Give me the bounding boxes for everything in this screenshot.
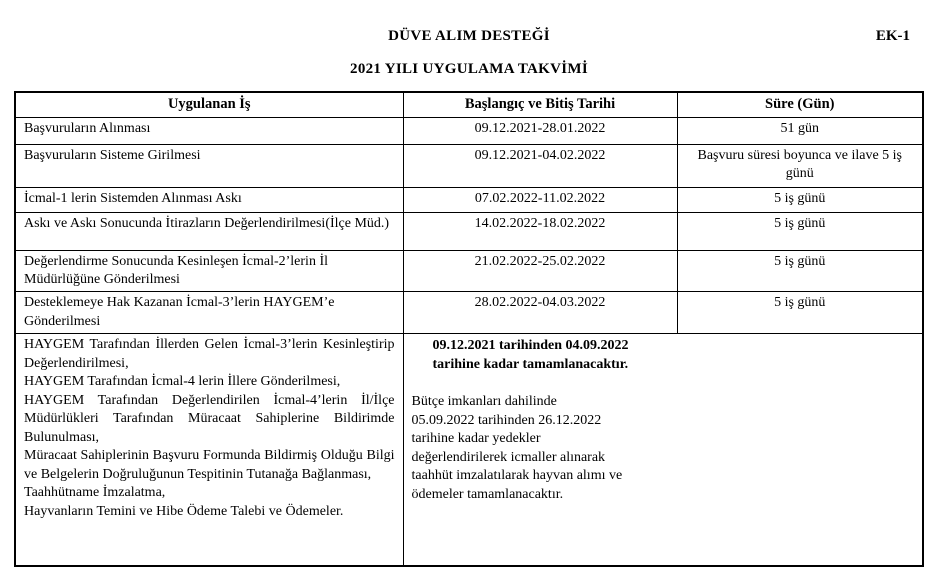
annex-label: EK-1 [875, 28, 910, 44]
blank-gap [412, 374, 915, 393]
task-line: HAYGEM Tarafından Değerlendirilen İcmal-4’lerin İl/İlçe Müdürlükleri Tarafından Müracaat Sahiplerine Bildirimde Bulunulması, [24, 392, 395, 445]
table-row [15, 187, 923, 212]
task-line: Hayvanların Temini ve Hibe Ödeme Talebi ve Ödemeler. [24, 503, 344, 519]
duration-cell: Başvuru süresi boyunca ve ilave 5 iş günü [677, 144, 923, 187]
schedule-table [14, 91, 924, 567]
note-line: Bütçe imkanları dahilinde [411, 394, 557, 410]
note-line: değerlendirilerek icmaller alınarak [411, 449, 606, 465]
note-line: tarihine kadar yedekler [411, 431, 541, 447]
table-row [15, 292, 923, 334]
task-line: HAYGEM Tarafından İllerden Gelen İcmal-3’lerin Kesinleştirip Değerlendirilmesi, [24, 337, 395, 371]
final-deadline-cell [403, 334, 923, 566]
duration-cell: 5 iş günü [677, 212, 923, 250]
duration-cell: 51 gün [677, 117, 923, 144]
table-row [15, 117, 923, 144]
table-row [15, 212, 923, 250]
job-cell: Başvuruların Alınması [15, 117, 403, 144]
job-cell: Desteklemeye Hak Kazanan İcmal-3’lerin HAYGEM’e Gönderilmesi [15, 292, 403, 334]
dates-cell: 28.02.2022-04.03.2022 [403, 292, 677, 334]
note-line: 05.09.2022 tarihinden 26.12.2022 [411, 412, 602, 428]
job-cell: Askı ve Askı Sonucunda İtirazların Değerlendirilmesi(İlçe Müd.) [15, 212, 403, 250]
column-header-job: Uygulanan İş [15, 92, 403, 117]
table-row [15, 144, 923, 187]
column-header-dates: Başlangıç ve Bitiş Tarihi [403, 92, 677, 117]
duration-cell: 5 iş günü [677, 187, 923, 212]
task-line: Müracaat Sahiplerinin Başvuru Formunda Bildirmiş Olduğu Bilgi ve Belgelerin Doğruluğunun Tespitinin Tutanağa Bağlanması, [24, 448, 395, 482]
final-tasks-cell [15, 334, 403, 566]
task-line: Taahhütname İmzalatma, [24, 485, 166, 501]
note-line: ödemeler tamamlanacaktır. [411, 486, 564, 502]
task-line: HAYGEM Tarafından İcmal-4 lerin İllere Gönderilmesi, [24, 374, 341, 390]
budget-note [412, 393, 702, 504]
title-row [0, 27, 938, 47]
job-cell: Başvuruların Sisteme Girilmesi [15, 144, 403, 187]
deadline-statement [412, 336, 702, 374]
job-cell: İcmal-1 lerin Sistemden Alınması Askı [15, 187, 403, 212]
dates-cell: 14.02.2022-18.02.2022 [403, 212, 677, 250]
dates-cell: 09.12.2021-28.01.2022 [403, 117, 677, 144]
deadline-line: 09.12.2021 tarihinden 04.09.2022 [432, 338, 629, 354]
document-header [0, 0, 938, 78]
header-row [15, 92, 923, 117]
column-header-duration: Süre (Gün) [677, 92, 923, 117]
duration-cell: 5 iş günü [677, 250, 923, 292]
job-cell: Değerlendirme Sonucunda Kesinleşen İcmal-2’lerin İl Müdürlüğüne Gönderilmesi [15, 250, 403, 292]
dates-cell: 09.12.2021-04.02.2022 [403, 144, 677, 187]
dates-cell: 07.02.2022-11.02.2022 [403, 187, 677, 212]
document-title: DÜVE ALIM DESTEĞİ [388, 28, 550, 44]
deadline-line: tarihine kadar tamamlanacaktır. [432, 356, 629, 372]
note-line: taahhüt imzalatılarak hayvan alımı ve [411, 468, 623, 484]
document-subtitle: 2021 YILI UYGULAMA TAKVİMİ [350, 61, 588, 77]
final-summary-row [15, 334, 923, 566]
table-row [15, 250, 923, 292]
dates-cell: 21.02.2022-25.02.2022 [403, 250, 677, 292]
duration-cell: 5 iş günü [677, 292, 923, 334]
